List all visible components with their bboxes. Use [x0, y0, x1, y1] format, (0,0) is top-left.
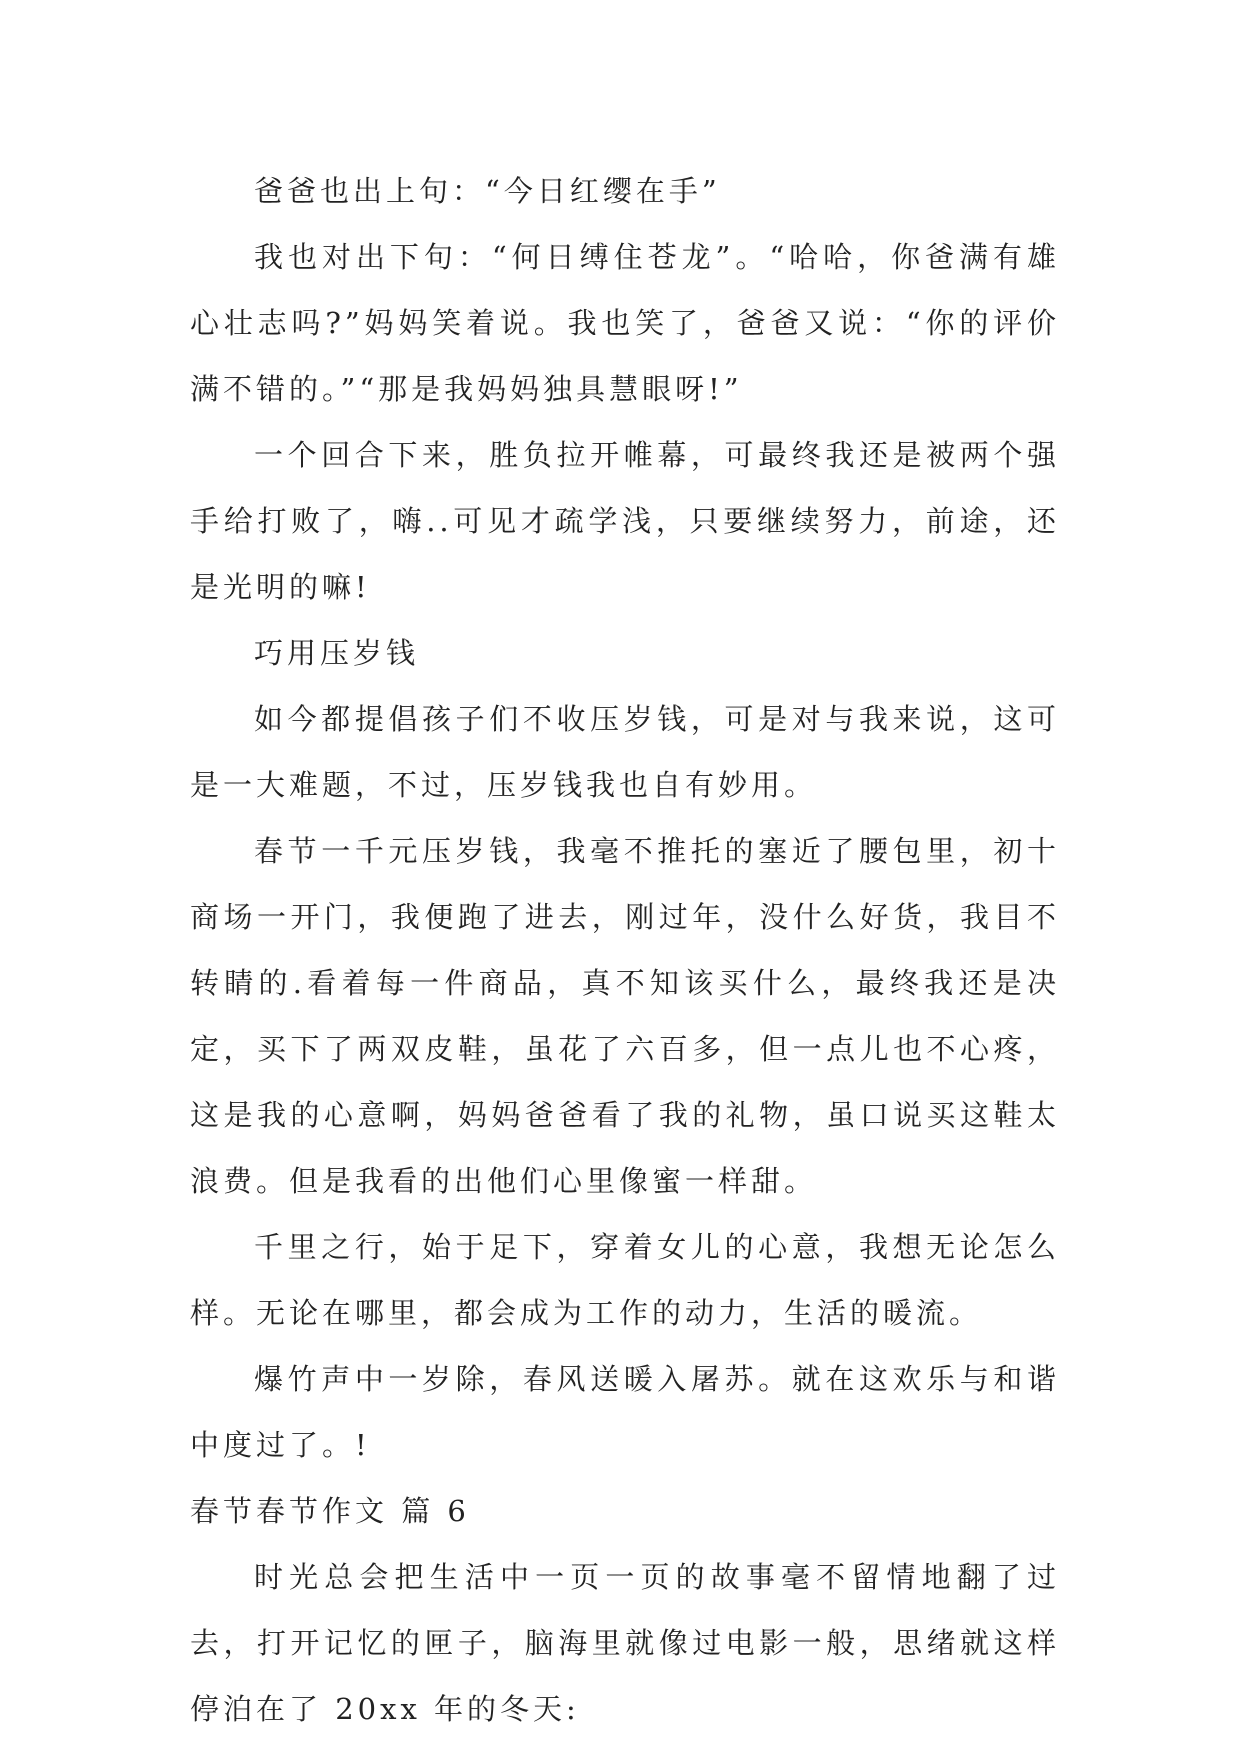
- section-heading: 春节春节作文 篇 6: [190, 1494, 470, 1528]
- document-body: [190, 158, 1060, 1742]
- paragraph-dad-couplet: 爸爸也出上句：“今日红缨在手”: [254, 174, 721, 208]
- paragraph-my-couplet: 我也对出下句：“何日缚住苍龙”。“哈哈，你爸满有雄心壮志吗?”妈妈笑着说。我也笑了，爸爸又说：“你的评价满不错的。”“那是我妈妈独具慧眼呀!”: [190, 240, 1060, 406]
- paragraph-round-result: 一个回合下来，胜负拉开帷幕，可最终我还是被两个强手给打败了，嗨..可见才疏学浅，只要继续努力，前途，还是光明的嘛!: [190, 438, 1060, 604]
- paragraph-time-memories: 时光总会把生活中一页一页的故事毫不留情地翻了过去，打开记忆的匣子，脑海里就像过电影一般，思绪就这样停泊在了 20xx 年的冬天:: [190, 1560, 1060, 1726]
- paragraph-journey: 千里之行，始于足下，穿着女儿的心意，我想无论怎么样。无论在哪里，都会成为工作的动力，生活的暖流。: [190, 1230, 1060, 1330]
- paragraph-shopping: 春节一千元压岁钱，我毫不推托的塞近了腰包里，初十商场一开门，我便跑了进去，刚过年，没什么好货，我目不转睛的.看着每一件商品，真不知该买什么，最终我还是决定，买下了两双皮鞋，虽花了六百多，但一点儿也不心疼，这是我的心意啊，妈妈爸爸看了我的礼物，虽口说买这鞋太浪费。但是我看的出他们心里像蜜一样甜。: [190, 834, 1060, 1198]
- subheading-lucky-money: 巧用压岁钱: [254, 636, 420, 670]
- paragraph-firecrackers: 爆竹声中一岁除，春风送暖入屠苏。就在这欢乐与和谐中度过了。!: [190, 1362, 1060, 1462]
- paragraph-lucky-money-intro: 如今都提倡孩子们不收压岁钱，可是对与我来说，这可是一大难题，不过，压岁钱我也自有妙用。: [190, 702, 1060, 802]
